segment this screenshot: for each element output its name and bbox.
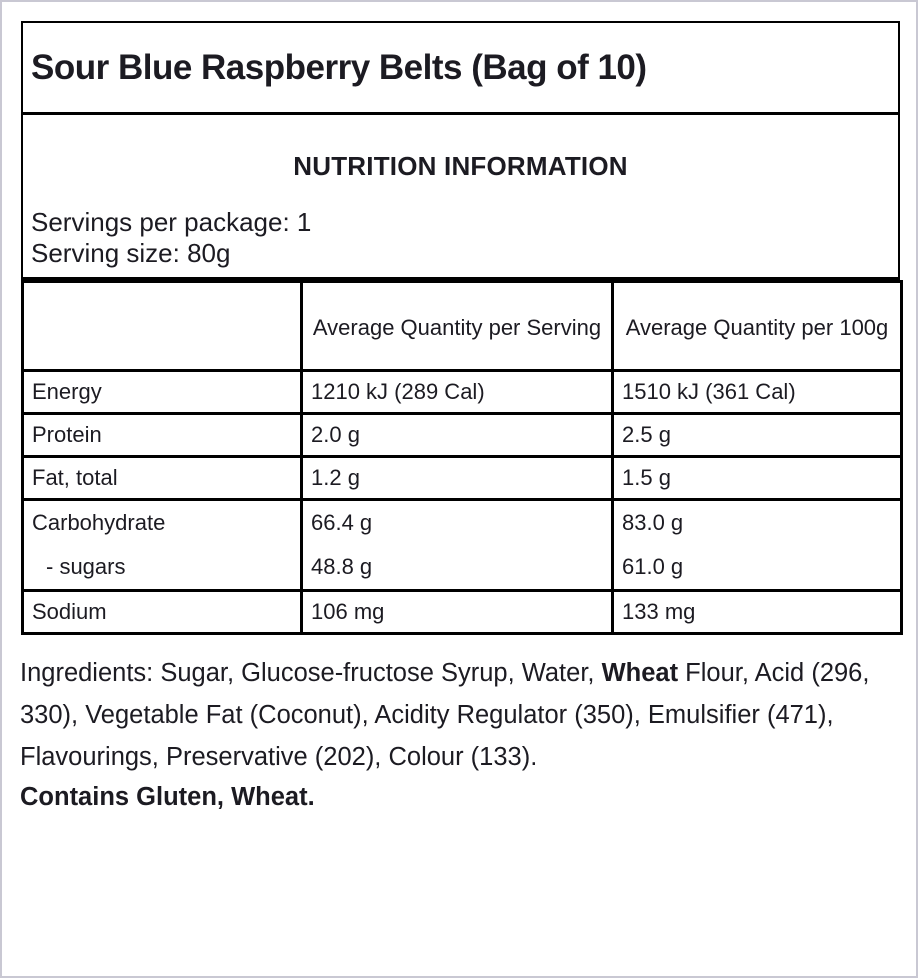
nutrient-label: Energy xyxy=(23,371,302,414)
nutrition-table xyxy=(21,280,903,635)
table-row-fat xyxy=(23,457,902,500)
sub-nutrient-label: - sugars xyxy=(46,554,126,579)
per-serving-value: 66.4 g xyxy=(311,510,373,535)
per-serving-value: 2.0 g xyxy=(302,414,613,457)
nutrient-label: Sodium xyxy=(23,591,302,634)
nutrient-label: Fat, total xyxy=(23,457,302,500)
allergen-statement: Contains Gluten, Wheat. xyxy=(20,783,315,811)
serving-size: Serving size: 80g xyxy=(31,238,231,268)
per-100g-value: 2.5 g xyxy=(613,414,902,457)
nutrition-panel xyxy=(21,21,900,635)
servings-info xyxy=(31,207,311,269)
table-header-row xyxy=(23,282,902,371)
nutrient-label: Carbohydrate xyxy=(32,510,166,535)
per-100g-cell xyxy=(613,500,902,591)
sub-per-100g-value: 61.0 g xyxy=(622,554,684,579)
title-box xyxy=(21,21,900,114)
per-100g-value: 1.5 g xyxy=(613,457,902,500)
ingredients-prefix: Ingredients: Sugar, Glucose-fructose Syrup, Water, xyxy=(20,659,602,687)
table-row-energy xyxy=(23,371,902,414)
servings-per-package: Servings per package: 1 xyxy=(31,207,312,237)
table-row-protein xyxy=(23,414,902,457)
per-serving-value: 1210 kJ (289 Cal) xyxy=(302,371,613,414)
per-100g-value: 133 mg xyxy=(613,591,902,634)
nutrient-label-cell xyxy=(23,500,302,591)
ingredients-text xyxy=(20,652,900,778)
product-title: Sour Blue Raspberry Belts (Bag of 10) xyxy=(31,48,647,87)
per-100g-value: 1510 kJ (361 Cal) xyxy=(613,371,902,414)
allergen-highlight: Wheat xyxy=(601,659,679,687)
per-serving-value: 106 mg xyxy=(302,591,613,634)
sub-per-serving-value: 48.8 g xyxy=(311,554,373,579)
per-serving-cell xyxy=(302,500,613,591)
per-100g-value: 83.0 g xyxy=(622,510,684,535)
nutrient-label: Protein xyxy=(23,414,302,457)
per-serving-value: 1.2 g xyxy=(302,457,613,500)
column-header-per-serving: Average Quantity per Serving xyxy=(302,282,613,371)
nutrition-info-box xyxy=(21,113,900,280)
column-header-nutrient xyxy=(23,282,302,371)
column-header-per-100g: Average Quantity per 100g xyxy=(613,282,902,371)
ingredients-suffix: Flour, Acid (296, 330), Vegetable Fat (Coconut), Acidity Regulator (350), Emulsifier (471), Flavourings, Preservative (202), Colour (133). xyxy=(20,659,870,771)
nutrition-heading: NUTRITION INFORMATION xyxy=(293,151,628,181)
table-row-carbohydrate xyxy=(23,500,902,591)
table-row-sodium xyxy=(23,591,902,634)
